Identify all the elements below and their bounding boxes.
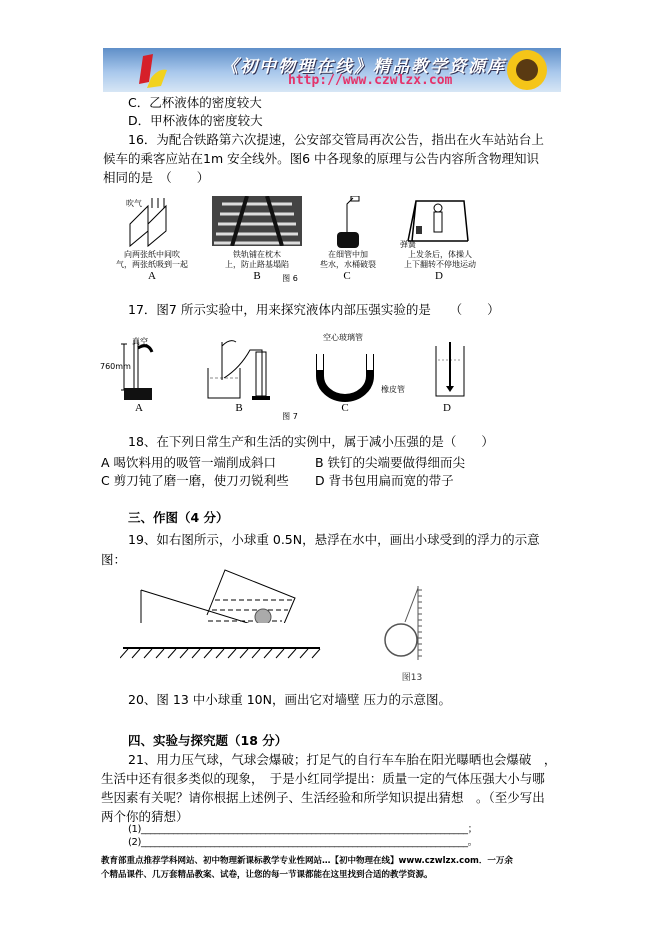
fig6-a-desc — [112, 250, 192, 270]
logo-icon — [131, 48, 171, 92]
fig7-d-letter: D — [443, 402, 451, 414]
fig6-d-desc — [400, 250, 480, 270]
fig13-caption: 图13 — [401, 673, 423, 683]
caption-text: 上发条后，体操人 — [408, 250, 472, 259]
header-banner — [103, 48, 561, 92]
q18-option-b: B 铁钉的尖端要做得细而尖 — [315, 455, 466, 470]
pressure-gauge-experiment — [200, 338, 280, 400]
fig6-b-letter: B — [253, 270, 261, 282]
answer-blank-1[interactable]: (1)_______________________________________________________________________； — [128, 824, 478, 835]
caption-text: 上，防止路基塌陷 — [225, 260, 289, 269]
caption-text: 铁轨铺在枕木 — [233, 250, 281, 259]
ground-hatch — [120, 646, 330, 660]
barrel-tube-illustration — [329, 196, 369, 251]
paper-blow-illustration — [118, 196, 188, 256]
fig6-c-letter: C — [343, 270, 351, 282]
q18-text: 18、在下列日常生产和生活的实例中，属于减小压强的是（ ） — [128, 434, 494, 449]
hydrometer-experiment — [430, 338, 470, 400]
q18-option-d: D 背书包用扁而宽的带子 — [315, 473, 454, 488]
u-tube-experiment — [310, 340, 380, 402]
svg-text:吹气: 吹气 — [126, 199, 142, 208]
caption-text: 向两张纸中间吹 — [124, 250, 180, 259]
footer-line: 教育部重点推荐学科网站、初中物理新课标教学专业性网站…【初中物理在线】www.czwlzx.com．一万余 — [101, 856, 513, 866]
q15-option-d: D．甲杯液体的密度较大 — [128, 113, 263, 128]
glass-tube-label: 空心玻璃管 — [323, 333, 363, 342]
section-4-heading: 四、实验与探究题（18 分） — [128, 733, 288, 748]
answer-blank-2[interactable]: (2)_______________________________________________________________________。 — [128, 837, 478, 848]
caption-text: 在细管中加 — [328, 250, 368, 259]
vacuum-label: 真空 — [132, 337, 148, 346]
spring-label: 弹簧 — [400, 240, 416, 249]
fig7-c-letter: C — [341, 402, 349, 414]
fig7-b-letter: B — [235, 402, 243, 414]
q21-text: 生活中还有很多类似的现象， 于是小红同学提出：质量一定的气体压强大小与哪 — [101, 771, 545, 786]
railway-track-photo — [212, 196, 302, 246]
fig6-d-letter: D — [435, 270, 443, 282]
fig6-caption: 图 6 — [282, 274, 298, 283]
banner-title: 《初中物理在线》精品教学资源库 — [221, 57, 506, 77]
q21-text: 21、用力压气球，气球会爆破；打足气的自行车车胎在阳光曝晒也会爆破 ， — [128, 752, 557, 767]
q18-option-a: A 喝饮料用的吸管一端削成斜口 — [101, 455, 277, 470]
gymnast-toy-illustration — [400, 196, 470, 246]
q16-text: 候车的乘客应站在1m 安全线外。图6 中各现象的原理与公告内容所含物理知识 — [103, 151, 540, 166]
caption-text: 些水，水桶破裂 — [320, 260, 376, 269]
sunflower-icon — [489, 48, 559, 92]
q17-text: 17．图7 所示实验中，用来探究液体内部压强实验的是 （ ） — [128, 302, 500, 317]
q18-option-c: C 剪刀钝了磨一磨，使刀刃锐利些 — [101, 473, 289, 488]
footer-line: 个精品课件、几万套精品教案、试卷，让您的每一节课都能在这里找到合适的教学资源。 — [101, 870, 433, 880]
q16-text: 16．为配合铁路第六次提速，公安部交管局再次公告，指出在火车站站台上 — [128, 132, 544, 147]
height-label: 760mm — [100, 362, 131, 371]
ball-on-wall-figure — [380, 584, 430, 664]
rubber-tube-label: 橡皮管 — [381, 385, 405, 394]
incline-container-figure — [120, 563, 330, 623]
banner-url[interactable]: http://www.czwlzx.com — [288, 73, 453, 88]
q20-text: 20、图 13 中小球重 10N，画出它对墙壁 压力的示意图。 — [128, 692, 451, 707]
q15-option-c: C．乙杯液体的密度较大 — [128, 95, 262, 110]
q16-text: 相同的是 （ ） — [103, 170, 210, 185]
fig6-b-desc — [215, 250, 299, 270]
fig7-a-letter: A — [135, 402, 143, 414]
fig6-c-desc — [318, 250, 378, 270]
q19-text: 图： — [101, 552, 127, 567]
q21-text: 些因素有关呢？请你根据上述例子、生活经验和所学知识提出猜想 。（至少写出 — [101, 790, 545, 805]
q21-text: 两个你的猜想） — [101, 809, 189, 824]
fig6-a-letter: A — [148, 270, 156, 282]
fig7-caption: 图 7 — [282, 412, 298, 421]
q19-text: 19、如右图所示，小球重 0.5N，悬浮在水中，画出小球受到的浮力的示意 — [128, 532, 540, 547]
section-3-heading: 三、作图（4 分） — [128, 510, 229, 525]
caption-text: 上下翻转不停地运动 — [404, 260, 476, 269]
caption-text: 气，两张纸吸到一起 — [116, 260, 188, 269]
